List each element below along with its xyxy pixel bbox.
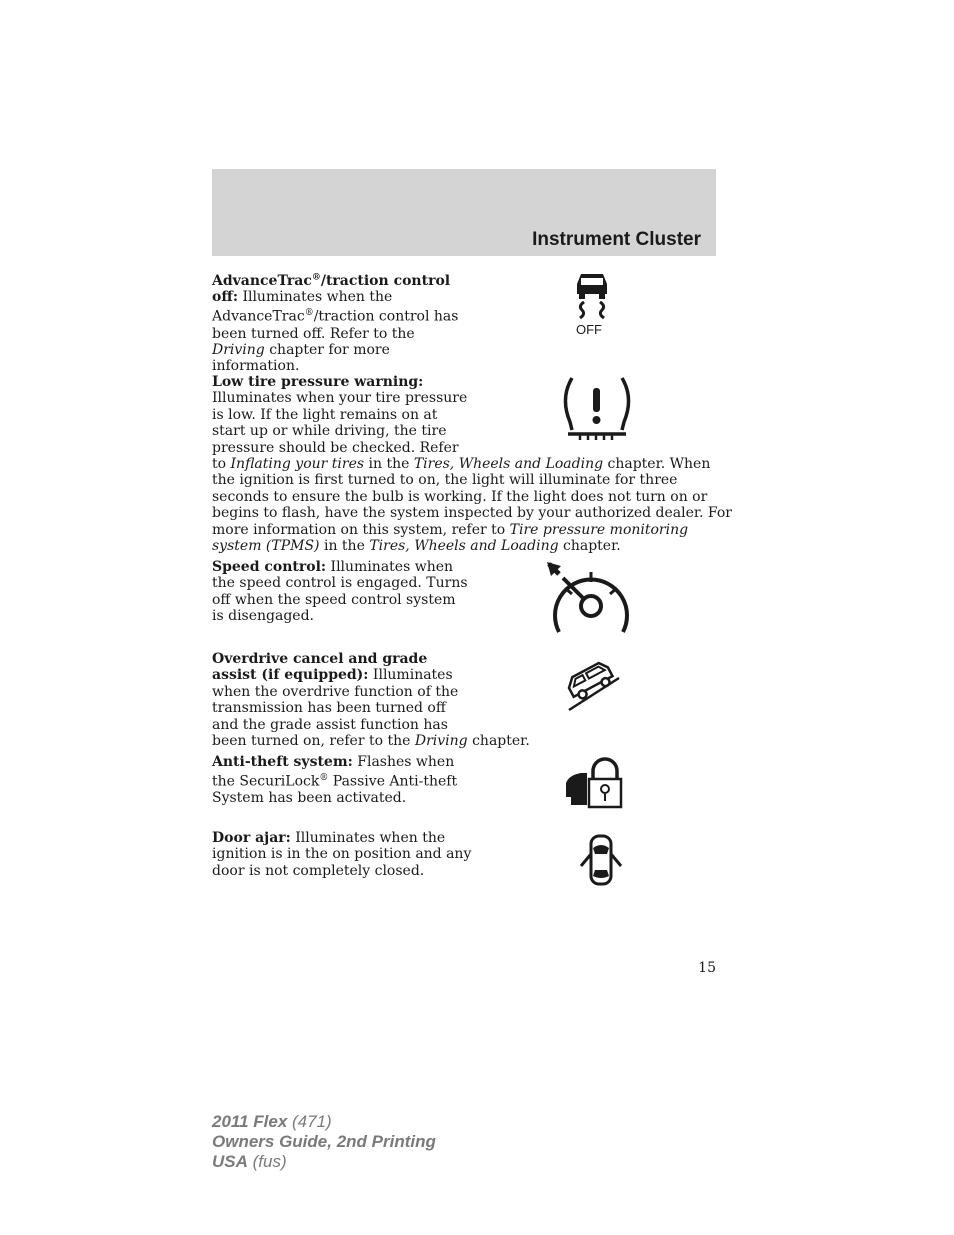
anti-theft-paragraph: Anti-theft system: Flashes when the SecuriLock® Passive Anti-theft System has been activated. xyxy=(212,754,458,807)
page-number: 15 xyxy=(698,960,716,976)
door-ajar-icon xyxy=(578,834,624,888)
footer-imprint: 2011 Flex (471) Owners Guide, 2nd Printing USA (fus) xyxy=(212,1112,436,1171)
door-ajar-paragraph: Door ajar: Illuminates when the ignition is in the on position and any door is not completely closed. xyxy=(212,830,472,879)
traction-control-off-icon xyxy=(570,268,614,338)
anti-theft-lock-icon xyxy=(563,757,625,811)
speed-control-icon xyxy=(545,560,631,636)
speed-control-paragraph: Speed control: Illuminates when the speed control is engaged. Turns off when the speed control system is disengaged. xyxy=(212,559,468,625)
advancetrac-paragraph: AdvanceTrac®/traction control off: Illuminates when the AdvanceTrac®/traction control has been turned off. Refer to the Driving chapter for more information. xyxy=(212,272,459,375)
section-header-band xyxy=(212,169,716,256)
tire-pressure-paragraph: Low tire pressure warning: Illuminates when your tire pressure is low. If the light remains on at start up or while driving, the tire pressure should be checked. Refer to Inflating your tires in the Tires, Wheels and Loading chapter. When the ignition is first turned to on, the light will illuminate for three seconds to ensure the bulb is working. If the light does not turn on or begins to flash, have the system inspected by your authorized dealer. For more information on this system, refer to Tire pressure monitoring system (TPMS) in the Tires, Wheels and Loading chapter. xyxy=(212,374,732,555)
overdrive-grade-assist-icon xyxy=(563,654,623,712)
section-title: Instrument Cluster xyxy=(532,229,701,250)
svg-text:OFF: OFF xyxy=(576,322,602,337)
tire-pressure-icon xyxy=(558,374,636,444)
overdrive-paragraph: Overdrive cancel and grade assist (if equipped): Illuminates when the overdrive function of the transmission has been turned off and the grade assist function has been turned on, refer to the Driving chapter. xyxy=(212,651,530,750)
